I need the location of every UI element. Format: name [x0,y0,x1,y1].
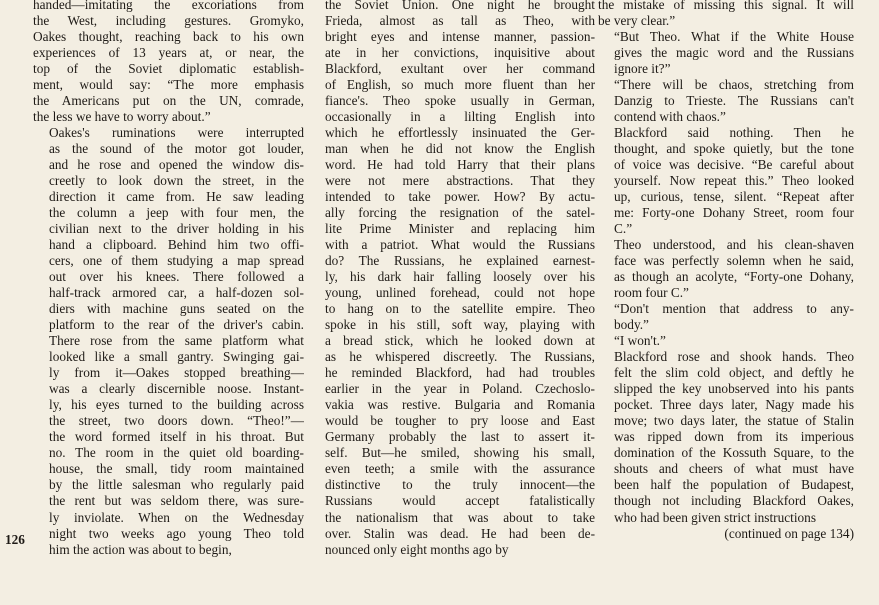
text-line: felt the slim cold object, and deftly he [614,365,854,381]
text-line: experiences of 13 years at, or near, the [33,45,304,61]
text-line: as he whispered discreetly. The Russians, [325,349,595,365]
text-line: body.” [614,317,649,333]
text-line: handed—imitating the excoriations from [33,0,304,12]
text-line: creetly to look down the street, in the [49,173,304,189]
text-line: the word formed itself in his throat. But [49,429,304,445]
text-line: face was perfectly solemn when he said, [614,253,854,269]
text-line: a bread stick, which he looked down at [325,333,595,349]
text-line: civilian next to the driver holding in his [49,221,304,237]
text-line: lite Prime Minister and replacing him [325,221,595,237]
text-line: the less we have to worry about.” [33,109,211,125]
text-line: word. He had told Harry that their plans [325,157,595,173]
text-line: bright eyes and intense manner, passion- [325,29,595,45]
text-line: room four C.” [614,285,689,301]
text-line: move; two days later, the statue of Stalin [614,413,854,429]
text-line: with a patriot. What would the Russians [325,237,595,253]
text-line: of voice was decisive. “Be careful about [614,157,854,173]
text-line: been half the population of Budapest, [614,477,854,493]
text-line: Theo understood, and his clean-shaven [614,237,854,253]
text-line: contend with chaos.” [614,109,726,125]
paragraph [598,237,854,301]
text-line: as the sound of the motor got louder, [49,141,304,157]
paragraph [598,526,854,542]
text-line: thought, and spoke quietly, but the tone [614,141,854,157]
paragraph [598,301,854,333]
paragraph [33,125,304,557]
text-line: fiance's. Theo spoke usually in German, [325,93,595,109]
text-line: Oakes thought, reaching back to his own [33,29,304,45]
text-line: domination of the Kossuth Square, to the [614,445,854,461]
text-column-3 [598,0,854,542]
text-line: “I won't.” [614,333,666,349]
text-line: to hang on to the satellite empire. Theo [325,301,595,317]
page-number: 126 [5,532,25,547]
text-line: ment, would say: “The more emphasis [33,77,304,93]
paragraph [33,0,304,125]
text-line: earlier in the year in Poland. Czechoslo- [325,381,595,397]
text-line: the street, two doors down. “Theo!”— [49,413,304,429]
text-line: was ripped down from its imperious [614,429,854,445]
text-line: me: Forty-one Dohany Street, room four [614,205,854,221]
text-line: Germany probably the last to assert it- [325,429,595,445]
text-line: the nationalism that was about to take [325,509,595,525]
text-line: Oakes's ruminations were interrupted [49,125,304,141]
paragraph [598,349,854,525]
text-line: Blackford said nothing. Then he [614,125,854,141]
text-line: yourself. Now repeat this.” Theo looked [614,173,854,189]
text-line: ally forcing the resignation of the satel- [325,205,595,221]
text-line: pocket. Three days later, Nagy made his [614,397,854,413]
text-line: ly, his eyes turned to the building across [49,397,304,413]
text-line: night two weeks ago young Theo told [49,525,304,541]
text-line: “There will be chaos, stretching from [614,77,854,93]
text-line: the column a jeep with four men, the [49,205,304,221]
text-column-2 [325,0,595,558]
text-line: no. The room in the quiet old boarding- [49,445,304,461]
text-line: young, unlined forehead, could not hope [325,285,595,301]
paragraph [598,333,854,349]
paragraph [598,29,854,77]
text-line: do? The Russians, he explained earnest- [325,253,595,269]
text-line: looked like a small gantry. Swinging gai- [49,349,304,365]
text-line: as though an acolyte, “Forty-one Dohany, [614,269,854,285]
text-line: him the action was about to begin, [49,541,232,557]
text-line: Danzig to Trieste. The Russians can't [614,93,854,109]
text-line: was a clearly discernible noose. Instant- [49,381,304,397]
text-line: ly inviolate. When on the Wednesday [49,509,304,525]
text-line: shouts and cheers of what must have [614,461,854,477]
text-line: over. Stalin was dead. He had been de- [325,525,595,541]
text-line: ignore it?” [614,61,671,77]
text-line: “But Theo. What if the White House [614,29,854,45]
paragraph [598,0,854,29]
text-line: spoke in his still, soft way, playing with [325,317,595,333]
text-line: direction it came from. He saw leading [49,189,304,205]
text-line: nounced only eight months ago by [325,541,509,557]
text-line: Blackford rose and shook hands. Theo [614,349,854,365]
text-line: be very clear.” [598,13,676,29]
paragraph [598,125,854,237]
text-line: out over his knees. There followed a [49,269,304,285]
text-line: “Don't mention that address to any- [614,301,854,317]
text-line: the West, including gestures. Gromyko, [33,13,304,29]
text-line: hand a clipboard. Behind him two offi- [49,237,304,253]
text-line: though not including Blackford Oakes, [614,493,854,509]
text-column-1 [33,0,304,558]
text-line: even teeth; a smile with the assurance [325,461,595,477]
text-line: the rent but was seldom there, was sure- [49,493,304,509]
text-line: half-track armored car, a half-dozen sol- [49,285,304,301]
text-line: house, the small, tidy room maintained [49,461,304,477]
text-line: platform to the rear of the driver's cabin. [49,317,304,333]
text-line: by the little salesman who regularly paid [49,477,304,493]
text-line: who had been given strict instructions [614,509,816,525]
text-line: were not mere abstractions. That they [325,173,595,189]
text-line: distinctive to the truly innocent—the [325,477,595,493]
text-line: Russians would accept fatalistically [325,493,595,509]
text-line: and he rose and opened the window dis- [49,157,304,173]
text-line: would be tougher to pry loose and East [325,413,595,429]
text-line: Frieda, almost as tall as Theo, with [325,13,595,29]
text-line: man when he did not know the English [325,141,595,157]
text-line: up, curious, tense, silent. “Repeat after [614,189,854,205]
text-line: ly from it—Oakes stopped breathing— [49,365,304,381]
text-line: the mistake of missing this signal. It will [598,0,854,12]
text-line: (continued on page 134) [724,525,854,541]
text-line: ate in her convictions, inquisitive about [325,45,595,61]
text-line: vakia was restive. Bulgaria and Romania [325,397,595,413]
text-line: self. But—he smiled, showing his small, [325,445,595,461]
text-line: ly, his dark hair falling loosely over his [325,269,595,285]
paragraph [325,0,595,558]
text-line: There rose from the same platform what [49,333,304,349]
text-line: the Soviet Union. One night he brought [325,0,595,12]
text-line: gives the magic word and the Russians [614,45,854,61]
text-line: Blackford, exultant over her command [325,61,595,77]
text-line: of English, so much more fluent than her [325,77,595,93]
text-line: occasionally in a lilting English into [325,109,595,125]
text-line: top of the Soviet diplomatic establish- [33,61,304,77]
text-line: C.” [614,221,633,237]
text-line: the Americans put on the UN, comrade, [33,93,304,109]
text-line: slipped the key unobserved into his pants [614,381,854,397]
text-line: which he effortlessly insinuated the Ger- [325,125,595,141]
text-line: cers, one of them studying a map spread [49,253,304,269]
paragraph [598,77,854,125]
text-line: diers with machine guns seated on the [49,301,304,317]
text-line: intended to take power. How? By actu- [325,189,595,205]
text-line: he reminded Blackford, had had troubles [325,365,595,381]
